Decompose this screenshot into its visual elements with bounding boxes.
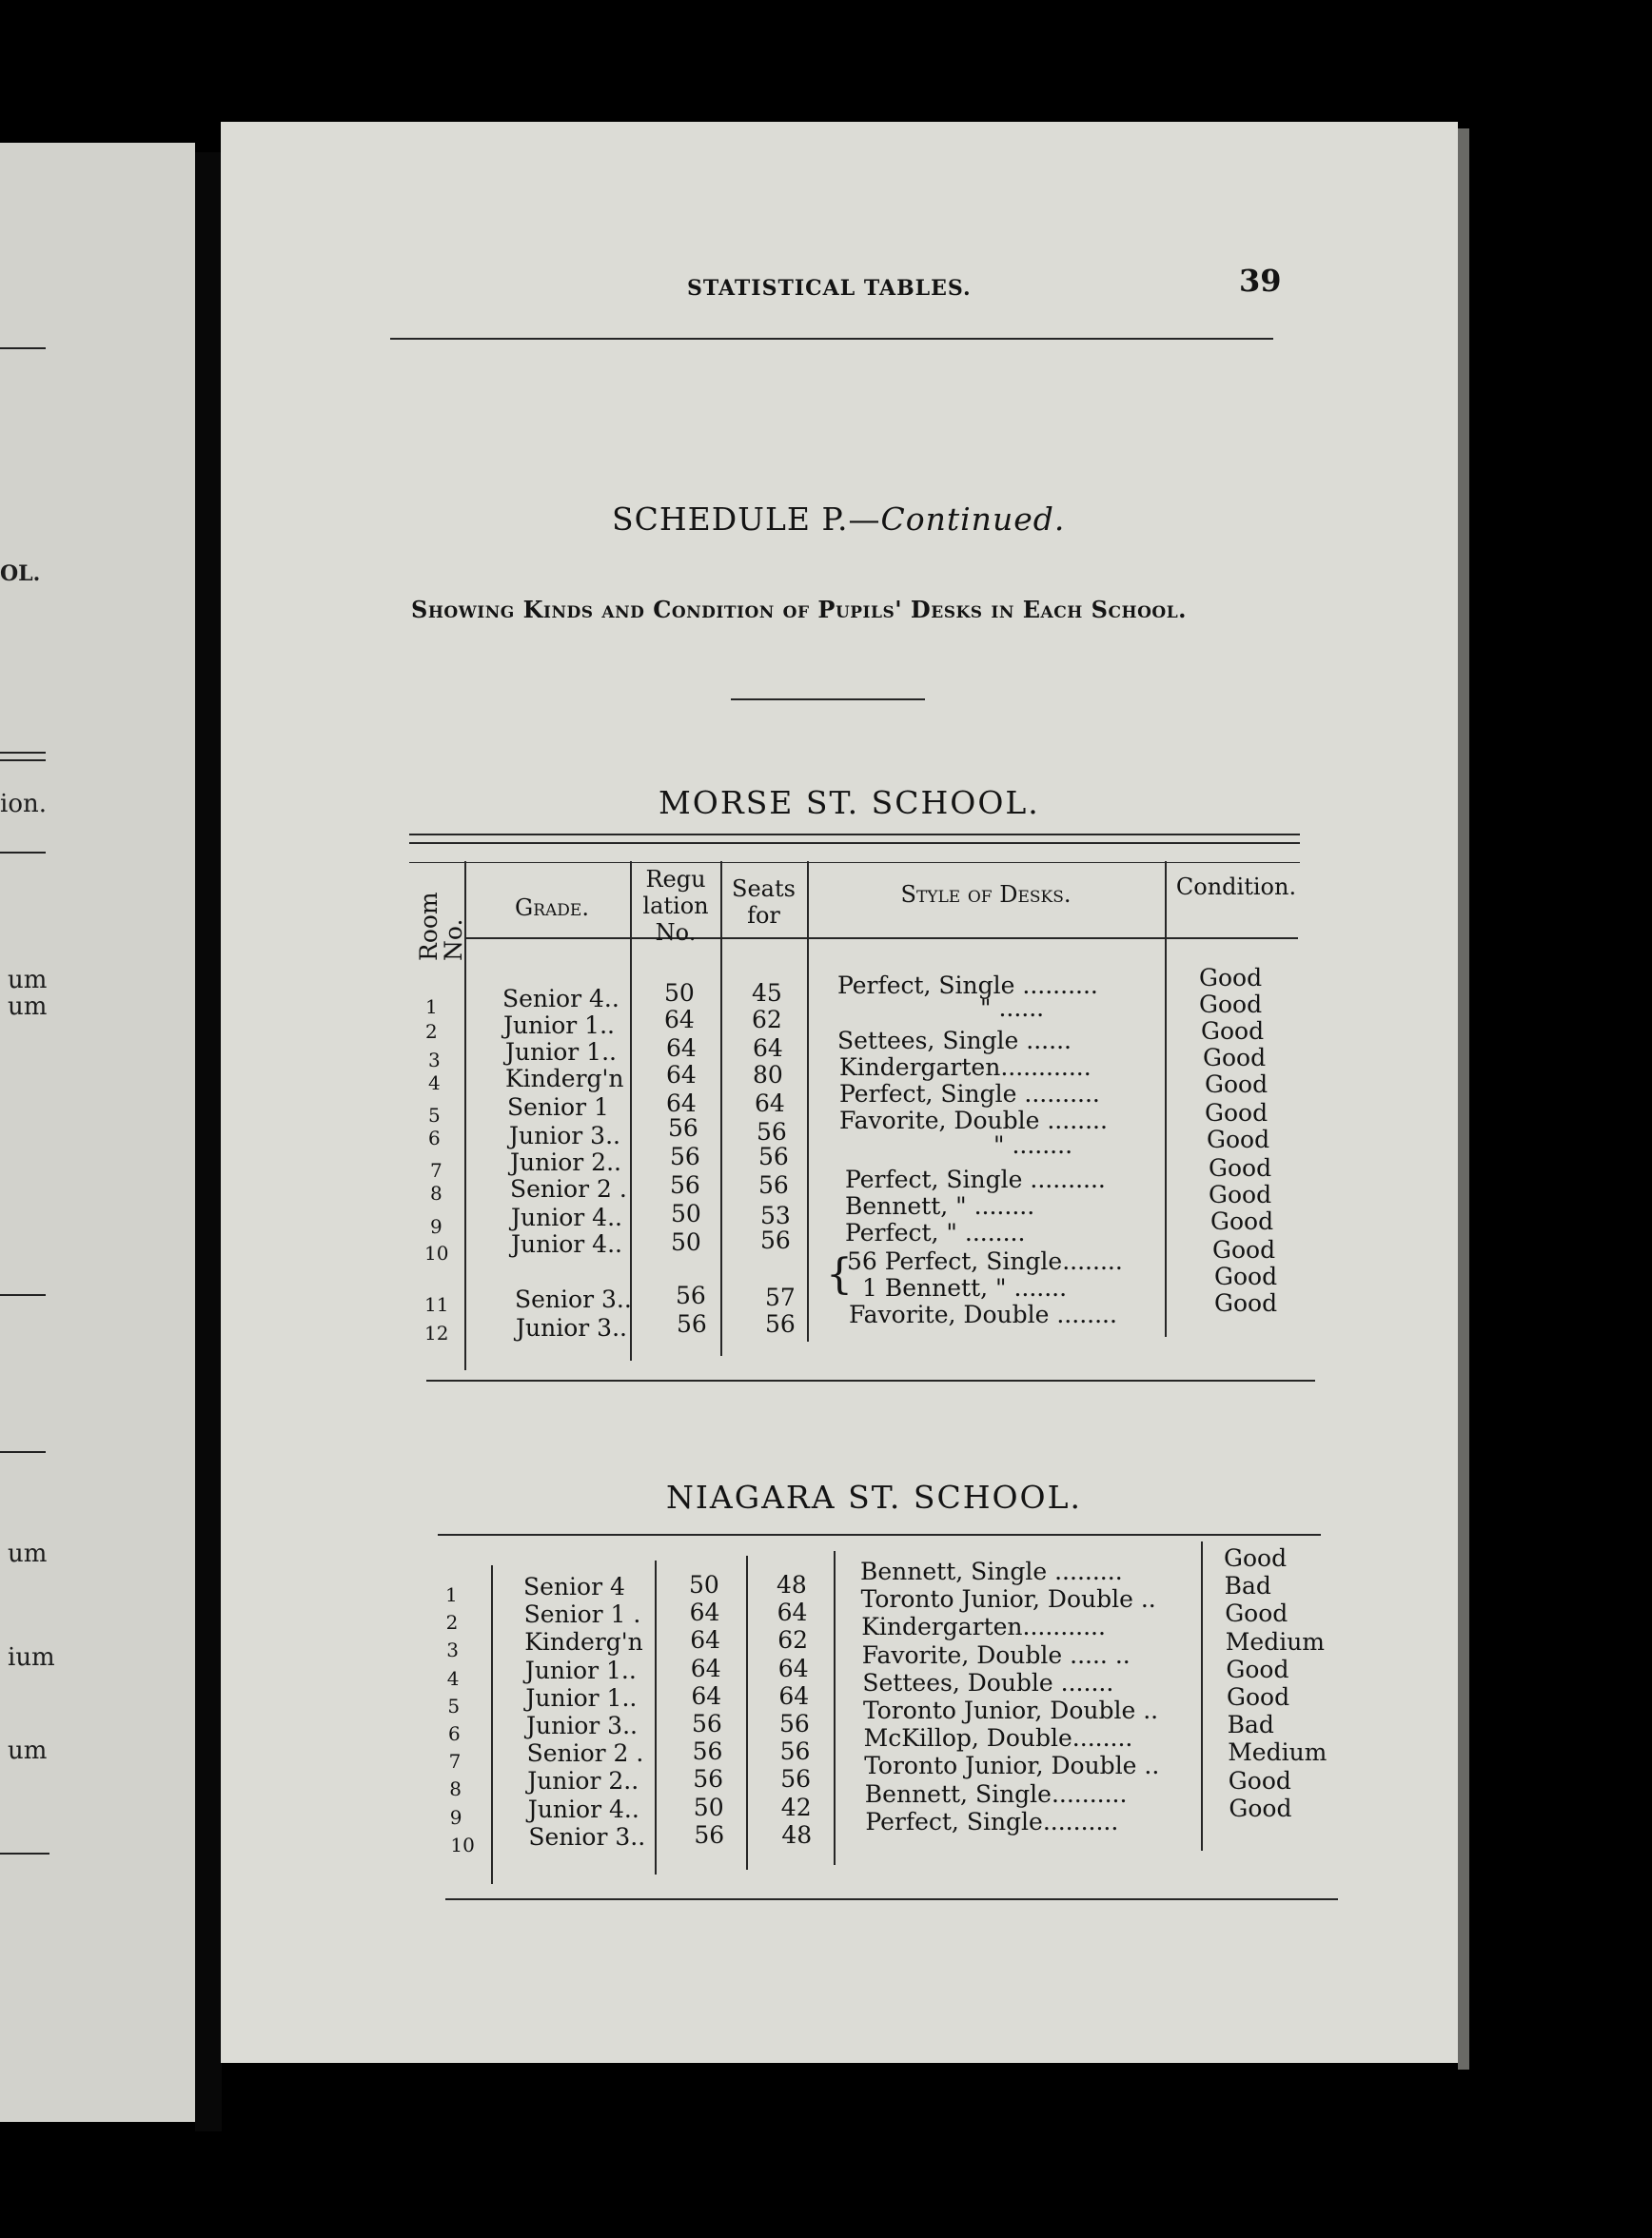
niagara-reg: 64 xyxy=(690,1626,720,1655)
niagara-grade: Senior 4 xyxy=(523,1573,625,1600)
morse-grade: Junior 2.. xyxy=(510,1148,621,1176)
morse-reg: 64 xyxy=(666,1034,697,1062)
niagara-style: Toronto Junior, Double .. xyxy=(860,1585,1156,1614)
book-gutter xyxy=(195,152,222,2131)
niagara-grade: Junior 4.. xyxy=(527,1795,639,1823)
niagara-reg: 50 xyxy=(693,1793,724,1821)
niagara-grade: Junior 2.. xyxy=(527,1767,639,1796)
niagara-reg: 64 xyxy=(690,1654,721,1682)
morse-col-divider xyxy=(1165,861,1167,1337)
niagara-seats: 62 xyxy=(777,1626,808,1655)
niagara-bottom-rule xyxy=(445,1898,1338,1900)
niagara-style: Bennett, Single.......... xyxy=(864,1779,1128,1808)
left-rule xyxy=(0,852,46,854)
morse-room-3: 3 xyxy=(428,1049,441,1071)
morse-style: " ...... xyxy=(980,994,1045,1022)
morse-reg: 56 xyxy=(670,1143,700,1170)
niagara-seats: 56 xyxy=(779,1737,811,1766)
niagara-room: 1 xyxy=(445,1583,458,1606)
short-rule xyxy=(731,698,925,700)
niagara-seats: 64 xyxy=(777,1654,809,1682)
morse-reg: 50 xyxy=(664,979,695,1007)
niagara-top-rule xyxy=(438,1534,1321,1536)
morse-reg: 64 xyxy=(666,1061,697,1089)
left-rule xyxy=(0,759,46,761)
morse-room-header: Room No. xyxy=(415,892,467,961)
morse-reg: 56 xyxy=(676,1282,706,1309)
niagara-school-title: NIAGARA ST. SCHOOL. xyxy=(666,1479,1082,1516)
morse-grade: Junior 1.. xyxy=(505,1038,617,1066)
morse-condition: Good xyxy=(1209,1181,1272,1208)
morse-grade: Kinderg'n xyxy=(505,1065,624,1092)
niagara-condition: Medium xyxy=(1225,1627,1325,1656)
morse-grade: Senior 4.. xyxy=(502,985,620,1012)
morse-grade: Junior 1.. xyxy=(503,1011,615,1039)
morse-style: Perfect, " ........ xyxy=(845,1219,1026,1247)
niagara-condition: Bad xyxy=(1224,1572,1271,1600)
schedule-subtitle: Showing Kinds and Condition of Pupils' Desks in Each School. xyxy=(411,596,1188,623)
niagara-style: Settees, Double ....... xyxy=(862,1668,1114,1697)
niagara-condition: Good xyxy=(1229,1794,1292,1822)
morse-condition: Good xyxy=(1207,1126,1270,1153)
niagara-room: 5 xyxy=(447,1694,461,1718)
niagara-grade: Kinderg'n xyxy=(524,1628,643,1657)
left-rule xyxy=(0,1451,46,1453)
morse-seats: 53 xyxy=(760,1202,791,1229)
morse-room-9: 9 xyxy=(430,1215,442,1238)
left-fragment: OL. xyxy=(0,561,41,586)
morse-seats: 56 xyxy=(760,1227,791,1254)
schedule-label: SCHEDULE P.— xyxy=(612,501,881,538)
morse-seats: 45 xyxy=(752,979,782,1007)
niagara-grade: Junior 3.. xyxy=(526,1712,638,1739)
left-fragment: ion. xyxy=(0,790,47,818)
morse-room-5: 5 xyxy=(428,1104,441,1127)
morse-room-11: 11 xyxy=(424,1293,449,1316)
left-rule xyxy=(0,347,46,349)
niagara-col-divider xyxy=(1201,1541,1203,1851)
morse-style-header: Style of Desks. xyxy=(900,881,1072,908)
morse-style: Kindergarten............ xyxy=(839,1053,1092,1081)
morse-reg: 64 xyxy=(664,1006,695,1033)
morse-condition: Good xyxy=(1203,1044,1267,1071)
schedule-continued: Continued. xyxy=(880,501,1066,538)
niagara-seats: 48 xyxy=(777,1571,807,1599)
morse-reg: 50 xyxy=(671,1228,701,1256)
morse-reg: 56 xyxy=(670,1171,700,1199)
morse-regulation-header: Regu lation No. xyxy=(642,866,709,946)
morse-condition: Good xyxy=(1209,1154,1272,1182)
niagara-style: Bennett, Single ......... xyxy=(860,1558,1123,1585)
niagara-reg: 56 xyxy=(692,1737,723,1766)
niagara-grade: Junior 1.. xyxy=(525,1683,638,1712)
niagara-room: 10 xyxy=(450,1833,475,1856)
niagara-room: 6 xyxy=(448,1722,461,1745)
morse-condition: Good xyxy=(1205,1070,1268,1098)
niagara-reg: 64 xyxy=(691,1681,722,1710)
morse-grade: Senior 2 . xyxy=(510,1175,627,1203)
morse-seats: 64 xyxy=(755,1090,785,1117)
morse-top-rule xyxy=(409,834,1300,835)
header-rule xyxy=(390,338,1273,340)
niagara-seats: 64 xyxy=(778,1681,810,1710)
morse-condition-header: Condition. xyxy=(1175,874,1297,900)
morse-top-rule xyxy=(409,842,1300,844)
morse-style: Perfect, Single .......... xyxy=(845,1166,1106,1193)
morse-reg: 56 xyxy=(677,1310,707,1338)
morse-grade: Senior 3.. xyxy=(515,1286,632,1313)
morse-seats: 56 xyxy=(758,1143,789,1170)
morse-condition: Good xyxy=(1205,1099,1268,1127)
niagara-col-divider xyxy=(746,1556,748,1870)
morse-style: 56 Perfect, Single........ xyxy=(847,1247,1123,1275)
morse-seats: 56 xyxy=(757,1118,787,1146)
niagara-reg: 64 xyxy=(689,1599,720,1627)
niagara-condition: Good xyxy=(1227,1683,1290,1711)
niagara-style: Kindergarten........... xyxy=(861,1613,1106,1641)
morse-grade-header: Grade. xyxy=(515,894,589,921)
left-rule xyxy=(0,1294,46,1296)
morse-col-divider xyxy=(720,861,722,1356)
niagara-seats: 56 xyxy=(780,1765,811,1794)
morse-seats: 80 xyxy=(753,1061,783,1089)
morse-grade: Junior 3.. xyxy=(516,1314,627,1342)
morse-room-10: 10 xyxy=(424,1242,449,1265)
page-edge xyxy=(1458,128,1469,2070)
morse-room-8: 8 xyxy=(430,1182,442,1205)
morse-seats: 56 xyxy=(765,1310,796,1338)
morse-brace: { xyxy=(826,1250,853,1299)
left-rule xyxy=(0,752,46,754)
morse-room-6: 6 xyxy=(428,1127,441,1149)
morse-style: Favorite, Double ........ xyxy=(849,1301,1117,1328)
niagara-grade: Senior 1 . xyxy=(523,1600,641,1629)
niagara-col-divider xyxy=(491,1565,493,1884)
morse-seats-header: Seats for xyxy=(732,875,796,929)
niagara-condition: Good xyxy=(1225,1600,1288,1628)
morse-style: Perfect, Single .......... xyxy=(839,1080,1100,1108)
morse-seats: 56 xyxy=(758,1171,789,1199)
niagara-seats: 56 xyxy=(779,1710,810,1737)
morse-bottom-rule xyxy=(426,1380,1315,1382)
morse-seats: 57 xyxy=(765,1284,796,1311)
morse-room-1: 1 xyxy=(425,995,438,1018)
niagara-grade: Junior 1.. xyxy=(524,1656,637,1684)
niagara-style: Toronto Junior, Double .. xyxy=(863,1697,1159,1724)
niagara-room: 4 xyxy=(446,1666,460,1690)
morse-seats: 62 xyxy=(752,1006,782,1033)
morse-school-title: MORSE ST. SCHOOL. xyxy=(659,784,1040,821)
morse-reg: 50 xyxy=(671,1200,701,1227)
niagara-room: 8 xyxy=(449,1777,462,1801)
morse-header-rule xyxy=(464,937,1298,939)
niagara-reg: 56 xyxy=(692,1710,722,1737)
niagara-reg: 56 xyxy=(694,1820,725,1849)
morse-reg: 56 xyxy=(668,1114,698,1142)
morse-grade: Junior 4.. xyxy=(511,1230,622,1258)
morse-grade: Senior 1 xyxy=(507,1093,609,1121)
left-fragment: ium xyxy=(8,1643,55,1672)
niagara-condition: Medium xyxy=(1228,1738,1328,1767)
schedule-title xyxy=(612,501,1065,538)
morse-condition: Good xyxy=(1199,964,1263,991)
morse-room-7: 7 xyxy=(430,1159,442,1182)
niagara-grade: Senior 3.. xyxy=(528,1822,646,1851)
niagara-condition: Bad xyxy=(1227,1711,1274,1739)
niagara-style: McKillop, Double........ xyxy=(863,1724,1133,1753)
morse-condition: Good xyxy=(1214,1289,1278,1317)
morse-room-4: 4 xyxy=(428,1071,441,1094)
niagara-style: Favorite, Double ..... .. xyxy=(861,1640,1131,1669)
niagara-grade: Senior 2 . xyxy=(526,1739,644,1768)
morse-style: Perfect, Single .......... xyxy=(837,972,1098,999)
morse-condition: Good xyxy=(1199,991,1263,1018)
niagara-room: 2 xyxy=(445,1611,459,1635)
niagara-room: 7 xyxy=(448,1750,462,1774)
page-number: 39 xyxy=(1239,263,1282,299)
niagara-reg: 50 xyxy=(689,1571,719,1599)
morse-style: " ........ xyxy=(993,1131,1073,1159)
niagara-room: 3 xyxy=(446,1639,459,1662)
niagara-seats: 64 xyxy=(777,1599,808,1627)
morse-grade: Junior 3.. xyxy=(509,1122,620,1149)
morse-condition: Good xyxy=(1201,1017,1265,1045)
morse-room-12: 12 xyxy=(424,1322,449,1345)
left-fragment: um xyxy=(8,992,48,1021)
morse-condition: Good xyxy=(1212,1236,1276,1264)
niagara-condition: Good xyxy=(1228,1766,1291,1795)
left-page xyxy=(0,143,195,2122)
niagara-col-divider xyxy=(834,1551,836,1865)
morse-room-2: 2 xyxy=(425,1020,438,1043)
running-title: STATISTICAL TABLES. xyxy=(687,276,972,301)
morse-style: Bennett, " ........ xyxy=(845,1192,1035,1220)
morse-reg: 64 xyxy=(666,1090,697,1117)
morse-condition: Good xyxy=(1214,1263,1278,1290)
niagara-room: 9 xyxy=(449,1805,462,1829)
niagara-condition: Good xyxy=(1224,1544,1288,1572)
morse-col-divider xyxy=(807,861,809,1342)
niagara-condition: Good xyxy=(1226,1655,1289,1683)
morse-grade: Junior 4.. xyxy=(511,1204,622,1231)
morse-seats: 64 xyxy=(753,1034,783,1062)
niagara-reg: 56 xyxy=(693,1765,723,1794)
morse-condition: Good xyxy=(1210,1207,1274,1235)
niagara-style: Toronto Junior, Double .. xyxy=(864,1752,1160,1780)
left-rule xyxy=(0,1853,49,1855)
niagara-seats: 48 xyxy=(781,1820,813,1849)
morse-style: 1 Bennett, " ....... xyxy=(862,1274,1068,1302)
niagara-seats: 42 xyxy=(780,1793,812,1821)
morse-style: Settees, Single ...... xyxy=(837,1027,1072,1054)
left-fragment: um xyxy=(8,1540,48,1568)
left-fragment: um xyxy=(8,1737,48,1765)
niagara-style: Perfect, Single.......... xyxy=(865,1807,1119,1836)
niagara-col-divider xyxy=(655,1561,657,1875)
left-fragment: um xyxy=(8,966,48,994)
morse-style: Favorite, Double ........ xyxy=(839,1107,1108,1134)
